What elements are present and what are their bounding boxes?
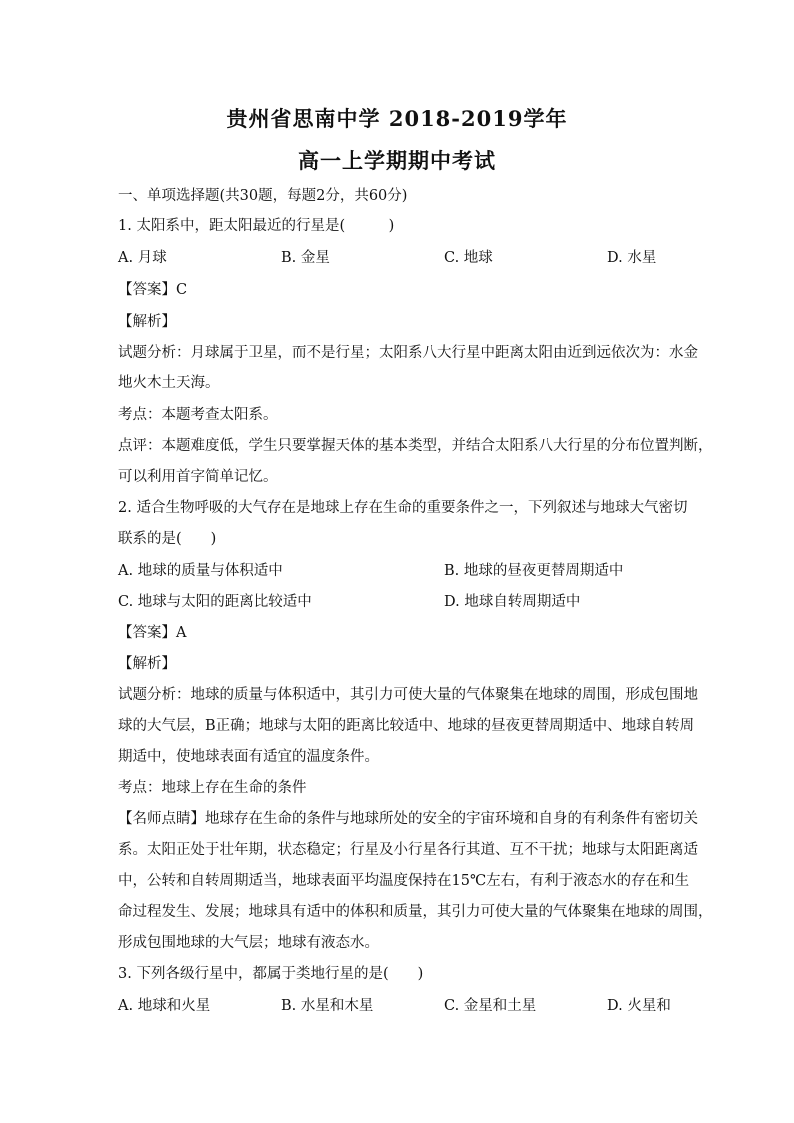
q2-stem-line2: 联系的是( ) <box>118 531 217 547</box>
q2-option-d: D. 地球自转周期适中 <box>444 594 581 610</box>
q1-answer: 【答案】C <box>118 282 188 298</box>
q3-option-d: D. 火星和 <box>607 998 671 1014</box>
q2-mingshi-line3: 中，公转和自转周期适当，地球表面平均温度保持在15℃左右，有利于液态水的存在和生 <box>118 873 690 889</box>
q2-mingshi-line4: 命过程发生、发展；地球具有适中的体积和质量，其引力可使大量的气体聚集在地球的周围， <box>118 904 713 920</box>
q2-option-b: B. 地球的昼夜更替周期适中 <box>444 563 624 579</box>
q1-stem: 1. 太阳系中，距太阳最近的行星是( ) <box>118 218 395 234</box>
q1-option-b: B. 金星 <box>281 250 330 266</box>
q3-option-a: A. 地球和火星 <box>118 998 211 1014</box>
q2-analysis-line3: 期适中，使地球表面有适宜的温度条件。 <box>118 749 379 765</box>
q1-dianping-line1: 点评：本题难度低，学生只要掌握天体的基本类型，并结合太阳系八大行星的分布位置判断， <box>118 438 713 454</box>
q2-analysis-label: 【解析】 <box>118 656 176 672</box>
q1-option-d: D. 水星 <box>607 250 657 266</box>
q1-kaodian: 考点：本题考查太阳系。 <box>118 407 278 423</box>
q2-analysis-line1: 试题分析：地球的质量与体积适中，其引力可使大量的气体聚集在地球的周围，形成包围地 <box>118 687 698 703</box>
q2-option-a: A. 地球的质量与体积适中 <box>118 563 283 579</box>
q2-mingshi-line2: 系。太阳正处于壮年期，状态稳定；行星及小行星各行其道、互不干扰；地球与太阳距离适 <box>118 842 698 858</box>
q2-kaodian: 考点：地球上存在生命的条件 <box>118 780 307 796</box>
q3-option-b: B. 水星和木星 <box>281 998 374 1014</box>
q2-option-c: C. 地球与太阳的距离比较适中 <box>118 594 312 610</box>
q1-analysis-line2: 地火木土天海。 <box>118 375 220 391</box>
q2-mingshi-line1: 【名师点睛】地球存在生命的条件与地球所处的安全的宇宙环境和自身的有利条件有密切关 <box>118 811 698 827</box>
q1-analysis-line1: 试题分析：月球属于卫星，而不是行星；太阳系八大行星中距离太阳由近到远依次为：水金 <box>118 345 698 361</box>
exam-title-line2: 高一上学期期中考试 <box>298 148 496 173</box>
section-heading: 一、单项选择题(共30题，每题2分，共60分) <box>118 188 408 204</box>
q2-mingshi-line5: 形成包围地球的大气层；地球有液态水。 <box>118 935 379 951</box>
q1-option-a: A. 月球 <box>118 250 167 266</box>
q3-option-c: C. 金星和土星 <box>444 998 537 1014</box>
exam-title-line1: 贵州省思南中学 2018-2019学年 <box>226 106 568 131</box>
q1-analysis-label: 【解析】 <box>118 314 176 330</box>
q1-dianping-line2: 可以利用首字简单记忆。 <box>118 469 278 485</box>
q2-answer: 【答案】A <box>118 625 187 641</box>
q1-option-c: C. 地球 <box>444 250 493 266</box>
q2-analysis-line2: 球的大气层，B正确；地球与太阳的距离比较适中、地球的昼夜更替周期适中、地球自转周 <box>118 718 695 734</box>
q2-stem-line1: 2. 适合生物呼吸的大气存在是地球上存在生命的重要条件之一，下列叙述与地球大气密切 <box>118 500 688 516</box>
q3-stem: 3. 下列各级行星中，都属于类地行星的是( ) <box>118 966 424 982</box>
